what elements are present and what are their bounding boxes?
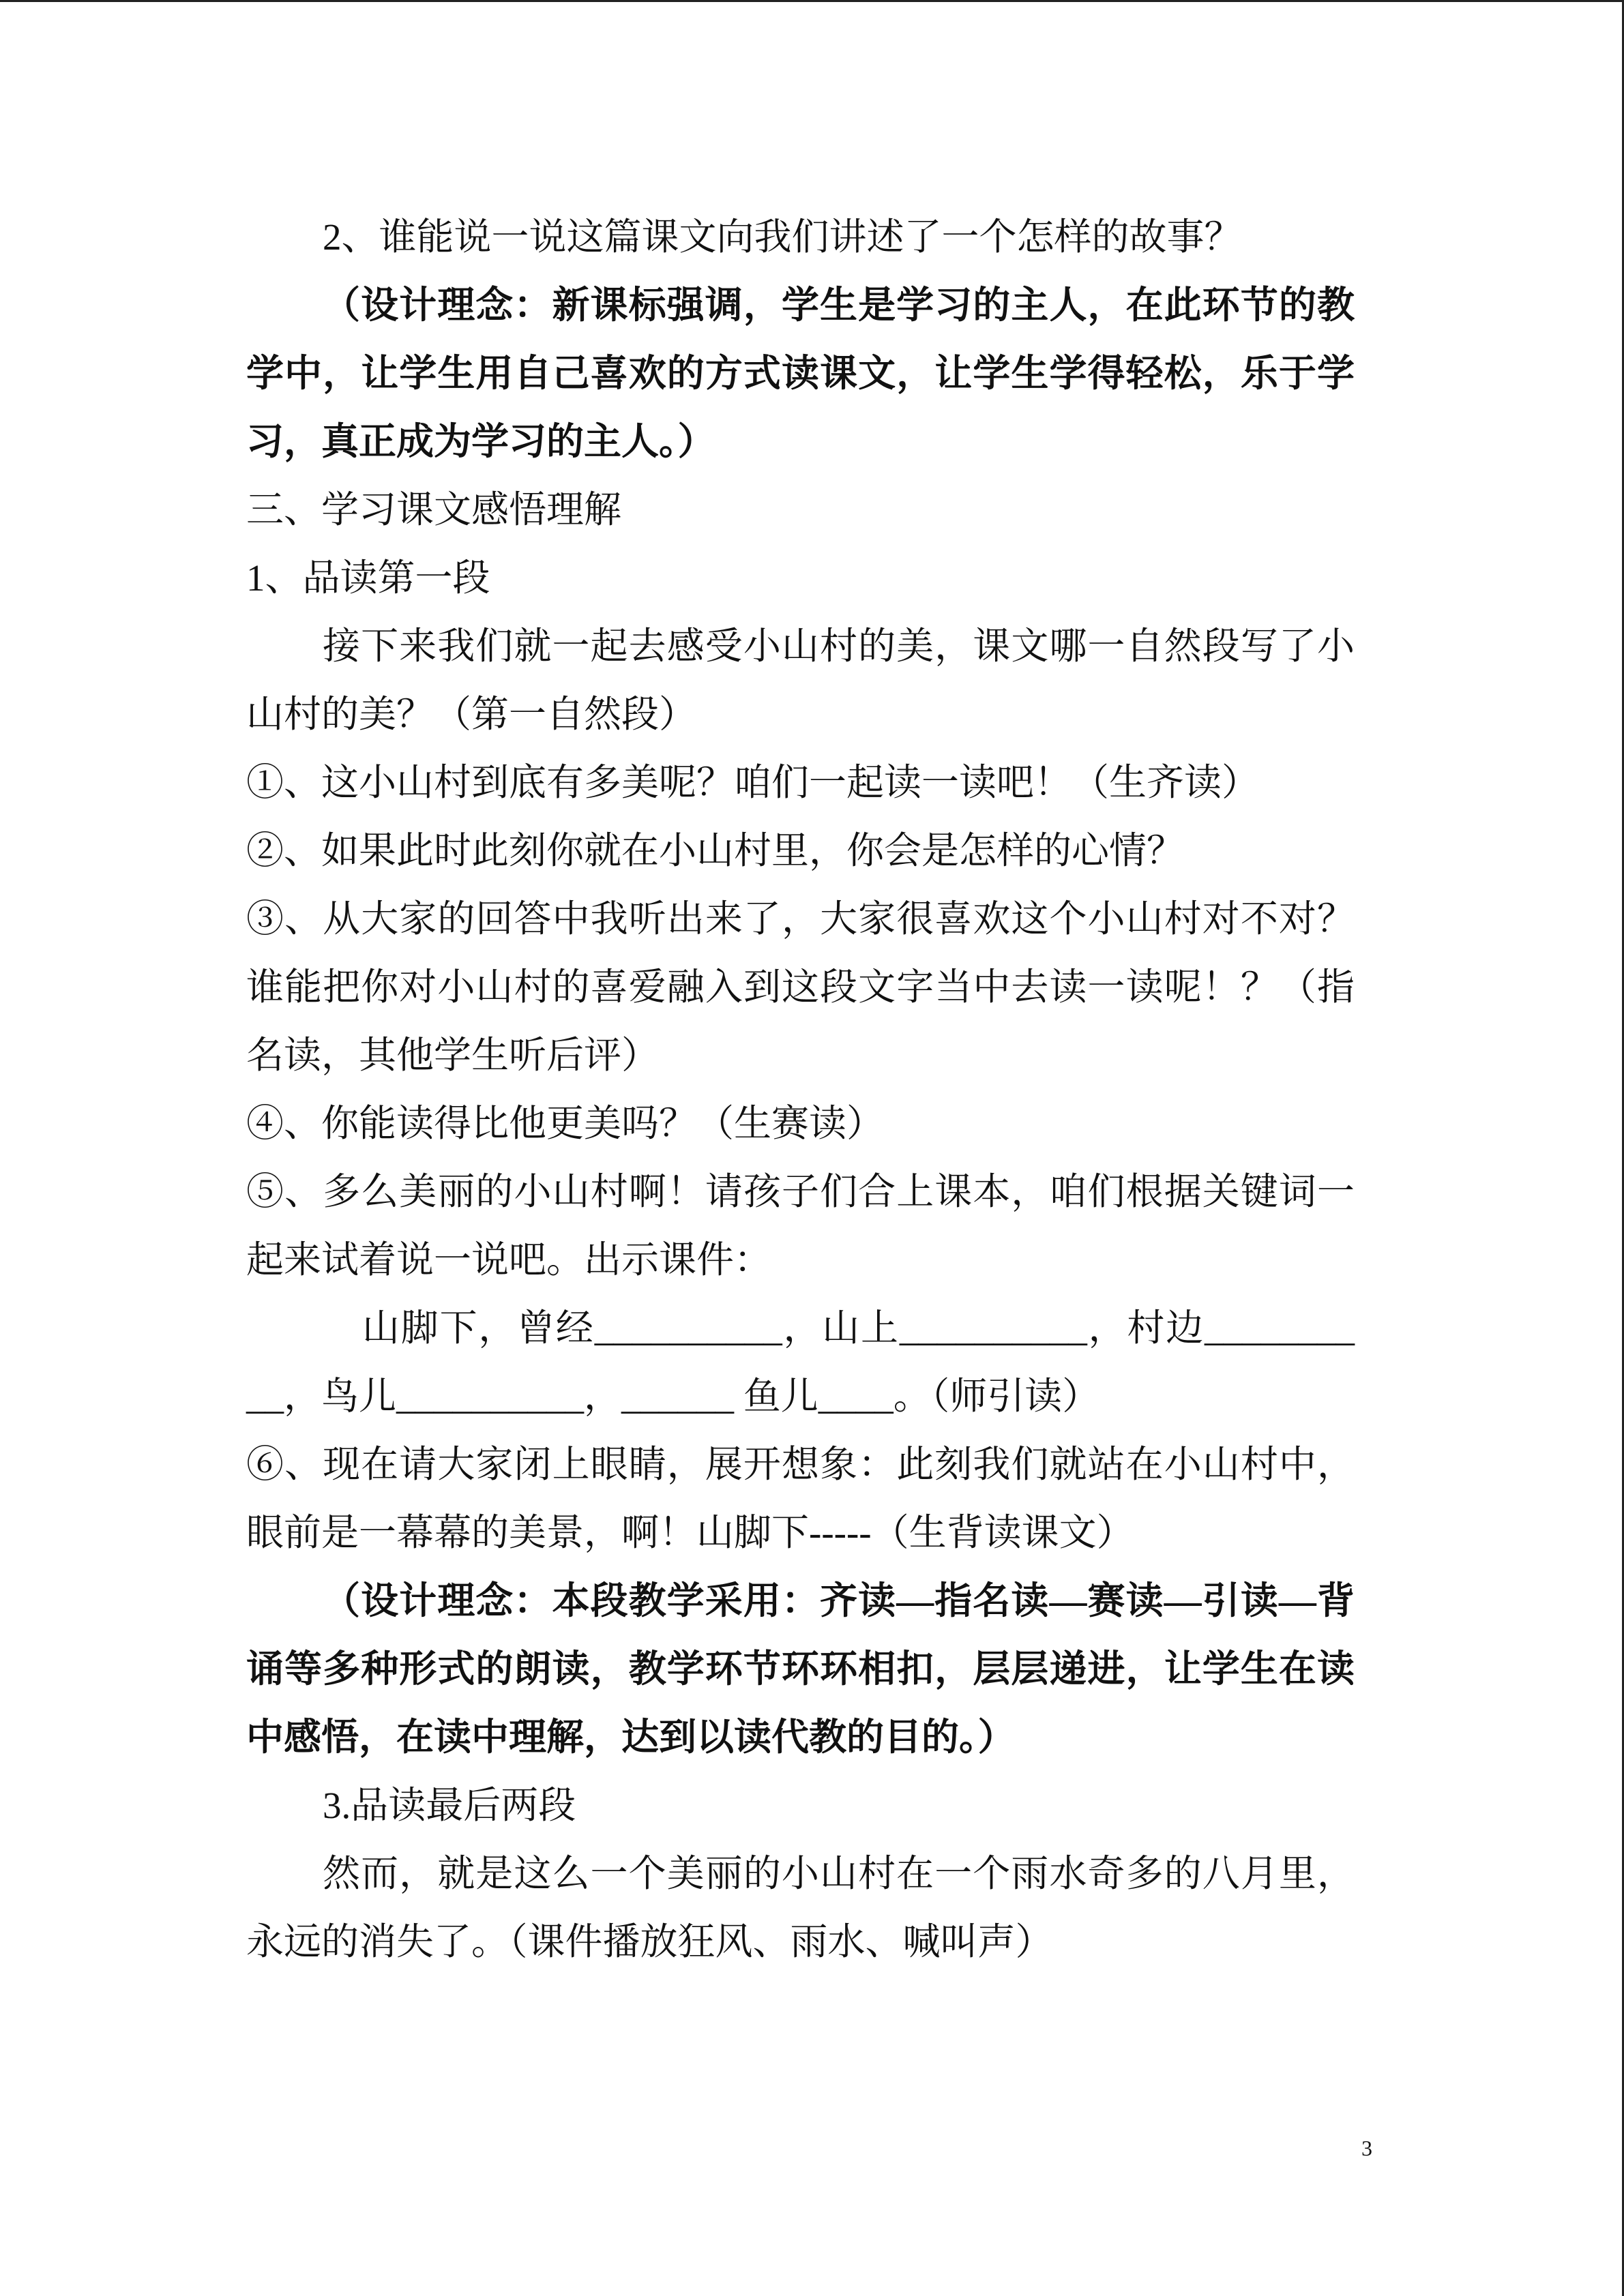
text-line: ④、你能读得比他更美吗？（生赛读） <box>246 1103 885 1144</box>
design-note-line: 中感悟，在读中理解，达到以读代教的目的。） <box>246 1716 1016 1758</box>
text-line: 然而，就是这么一个美丽的小山村在一个雨水奇多的八月里， <box>323 1853 1355 1894</box>
text-line: ⑥、现在请大家闭上眼睛，展开想象：此刻我们就站在小山村中， <box>246 1444 1355 1485</box>
text-line: ①、这小山村到底有多美呢？咱们一起读一读吧！（生齐读） <box>246 762 1260 803</box>
text-line: 接下来我们就一起去感受小山村的美，课文哪一自然段写了小 <box>323 625 1355 667</box>
text-line: 起来试着说一说吧。出示课件： <box>246 1239 772 1281</box>
text-line: ③、从大家的回答中我听出来了，大家很喜欢这个小山村对不对？ <box>246 898 1355 940</box>
subsection-heading: 1、品读第一段 <box>246 557 490 599</box>
page-number: 3 <box>1361 2136 1372 2160</box>
design-note-line: （设计理念：本段教学采用：齐读—指名读—赛读—引读—背 <box>323 1580 1355 1622</box>
text-line: 名读，其他学生听后评） <box>246 1034 660 1076</box>
section-heading: 三、学习课文感悟理解 <box>246 489 622 531</box>
design-note-line: 学中，让学生用自己喜欢的方式读课文，让学生学得轻松，乐于学 <box>246 353 1355 394</box>
fill-in-blank-line: __，鸟儿__________，______ 鱼儿____。（师引读） <box>246 1375 1100 1417</box>
design-note-line: 习，真正成为学习的主人。） <box>246 421 715 462</box>
document-body <box>246 203 1355 1976</box>
text-line: ②、如果此时此刻你就在小山村里，你会是怎样的心情？ <box>246 830 1185 871</box>
text-line: 永远的消失了。（课件播放狂风、雨水、喊叫声） <box>246 1921 1053 1963</box>
text-line: 眼前是一幕幕的美景，啊！山脚下-----（生背读课文） <box>246 1512 1134 1553</box>
text-line: ⑤、多么美丽的小山村啊！请孩子们合上课本，咱们根据关键词一 <box>246 1171 1355 1212</box>
text-line: 2、谁能说一说这篇课文向我们讲述了一个怎样的故事？ <box>323 216 1242 258</box>
fill-in-blank-line: 山脚下，曾经__________，山上__________，村边________ <box>362 1307 1355 1349</box>
design-note-line: （设计理念：新课标强调，学生是学习的主人，在此环节的教 <box>323 284 1355 326</box>
design-note-line: 诵等多种形式的朗读，教学环节环环相扣，层层递进，让学生在读 <box>246 1648 1355 1690</box>
subsection-heading: 3.品读最后两段 <box>323 1785 576 1826</box>
text-line: 谁能把你对小山村的喜爱融入到这段文字当中去读一读呢！？（指 <box>246 966 1355 1008</box>
text-line: 山村的美？（第一自然段） <box>246 694 697 735</box>
page-border-top <box>0 0 1624 2</box>
